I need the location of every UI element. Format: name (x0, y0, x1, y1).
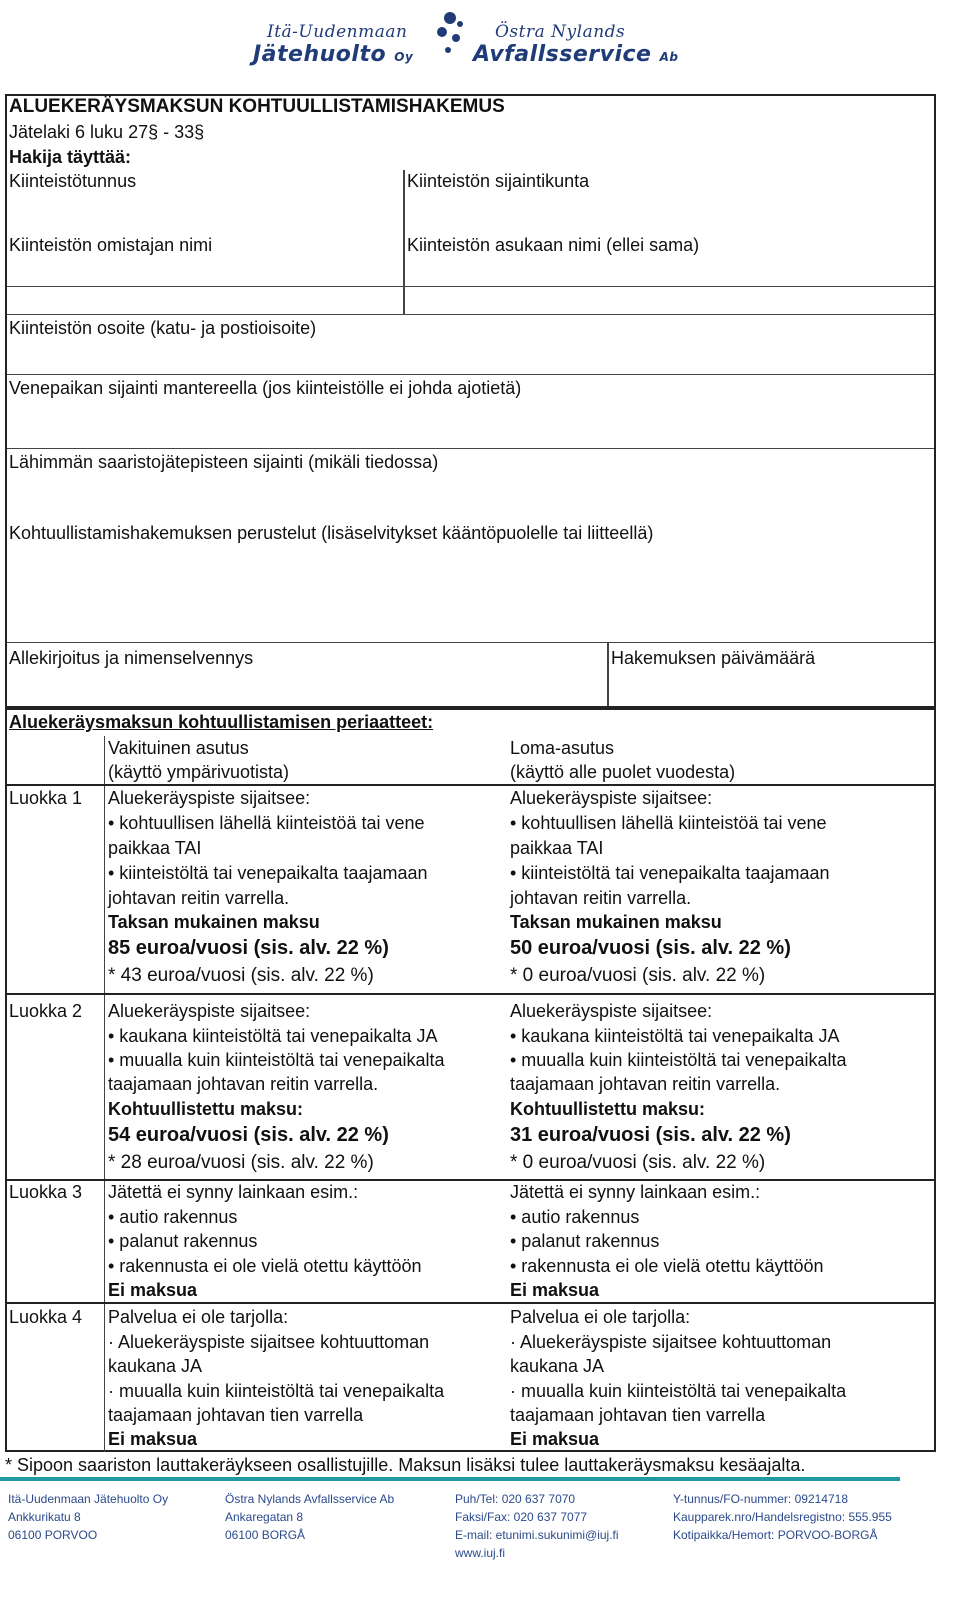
signature-label: Allekirjoitus ja nimenselvennys (9, 648, 254, 668)
date-field[interactable] (609, 642, 934, 706)
class-1-holiday-fee: 50 euroa/vuosi (sis. alv. 22 %) (510, 937, 791, 959)
footer-column-sv (225, 1490, 394, 1544)
footer-line: Y-tunnus/FO-nummer: 09214718 (673, 1492, 848, 1506)
address-label: Kiinteistön osoite (katu- ja postioisoite) (9, 318, 317, 338)
footer-line: 06100 PORVOO (8, 1528, 98, 1542)
class-1-permanent-line: Aluekeräyspiste sijaitsee: (108, 788, 311, 808)
boat-place-field[interactable] (7, 374, 934, 448)
class-4-holiday-line: Palvelua ei ole tarjolla: (510, 1307, 691, 1327)
class-4-holiday-line: · muualla kuin kiinteistöltä tai venepaikalta (510, 1381, 847, 1401)
class-1-permanent-line: • kohtuullisen lähellä kiinteistöä tai vene (108, 813, 425, 833)
class-4-permanent-line: · muualla kuin kiinteistöltä tai venepaikalta (108, 1381, 445, 1401)
class-4-holiday-line: kaukana JA (510, 1356, 605, 1376)
footer-website-link[interactable]: www.iuj.fi (455, 1546, 506, 1560)
nearest-point-field[interactable] (7, 448, 934, 514)
class-4-permanent-line: · Aluekeräyspiste sijaitsee kohtuuttoman (108, 1332, 430, 1352)
class-2-holiday-fee-sipoo: * 0 euroa/vuosi (sis. alv. 22 %) (510, 1152, 766, 1173)
class-2-permanent-fee: 54 euroa/vuosi (sis. alv. 22 %) (108, 1124, 389, 1146)
class-2-holiday-line: taajamaan johtavan reitin varrella. (510, 1074, 781, 1094)
applicant-fills-label: Hakija täyttää: (9, 147, 132, 167)
class-2-label: Luokka 2 (9, 1001, 83, 1021)
footer-line: Kotipaikka/Hemort: PORVOO-BORGÅ (673, 1528, 878, 1542)
class-1-holiday-line: • kiinteistöltä tai venepaikalta taajamaan (510, 863, 830, 883)
footer-line: 06100 BORGÅ (225, 1528, 306, 1542)
class-4-permanent-fee: Ei maksua (108, 1429, 198, 1449)
class-4-label: Luokka 4 (9, 1307, 83, 1327)
class-2-holiday-fee: 31 euroa/vuosi (sis. alv. 22 %) (510, 1124, 791, 1146)
divider (7, 1302, 934, 1304)
class-1-permanent-line: johtavan reitin varrella. (108, 888, 290, 908)
class-1-permanent-line: paikkaa TAI (108, 838, 202, 858)
footer-email[interactable]: E-mail: etunimi.sukunimi@iuj.fi (455, 1528, 619, 1542)
class-3-permanent-line: • palanut rakennus (108, 1231, 258, 1251)
owner-name-field[interactable] (7, 234, 405, 286)
class-3-holiday-line: • autio rakennus (510, 1207, 640, 1227)
class-2-holiday-line: Aluekeräyspiste sijaitsee: (510, 1001, 713, 1021)
class-3-permanent-line: • rakennusta ei ole vielä otettu käyttöön (108, 1256, 422, 1276)
footer-line: Itä-Uudenmaan Jätehuolto Oy (8, 1492, 169, 1506)
application-form (5, 94, 936, 708)
class-2-permanent-line: • muualla kuin kiinteistöltä tai venepaikalta (108, 1050, 445, 1070)
class-3-label: Luokka 3 (9, 1182, 83, 1202)
owner-name-entry[interactable] (7, 286, 405, 314)
resident-name-field[interactable] (405, 234, 934, 286)
footer-line: Kaupparek.nro/Handelsregistno: 555.955 (673, 1510, 892, 1524)
property-id-label: Kiinteistötunnus (9, 171, 137, 191)
municipality-label: Kiinteistön sijaintikunta (407, 171, 590, 191)
footer-line: Puh/Tel: 020 637 7070 (455, 1492, 576, 1506)
class-4-permanent-line: taajamaan johtavan tien varrella (108, 1405, 364, 1425)
class-4-permanent-line: kaukana JA (108, 1356, 203, 1376)
justification-field[interactable] (7, 514, 934, 642)
footer-column-fi (8, 1490, 168, 1544)
bubbles-icon (420, 8, 480, 68)
class-3-holiday-fee: Ei maksua (510, 1280, 600, 1300)
footer-line: Ankkurikatu 8 (8, 1510, 81, 1524)
class-2-permanent-fee-sipoo: * 28 euroa/vuosi (sis. alv. 22 %) (108, 1152, 374, 1173)
class-2-permanent-line: Aluekeräyspiste sijaitsee: (108, 1001, 311, 1021)
class-2-holiday-fee-title: Kohtuullistettu maksu: (510, 1099, 706, 1119)
footer-column-registration (673, 1490, 892, 1544)
date-label: Hakemuksen päivämäärä (611, 648, 816, 668)
class-1-holiday-line: • kohtuullisen lähellä kiinteistöä tai vene (510, 813, 827, 833)
class-2-holiday-line: • muualla kuin kiinteistöltä tai venepaikalta (510, 1050, 847, 1070)
class-1-permanent-fee-sipoo: * 43 euroa/vuosi (sis. alv. 22 %) (108, 965, 374, 986)
class-2-permanent-line: • kaukana kiinteistöltä tai venepaikalta JA (108, 1026, 438, 1046)
logo-sv-name: Avfallsservice Ab (473, 42, 679, 67)
class-3-holiday-line: • rakennusta ei ole vielä otettu käyttöön (510, 1256, 824, 1276)
signature-field[interactable] (7, 642, 609, 706)
footer-rule (0, 1477, 900, 1481)
class-1-holiday-line: johtavan reitin varrella. (510, 888, 692, 908)
class-4-holiday-line: · Aluekeräyspiste sijaitsee kohtuuttoman (510, 1332, 832, 1352)
law-reference: Jätelaki 6 luku 27§ - 33§ (9, 122, 205, 142)
class-4-permanent-line: Palvelua ei ole tarjolla: (108, 1307, 289, 1327)
nearest-point-label: Lähimmän saaristojätepisteen sijainti (mikäli tiedossa) (9, 452, 439, 472)
logo-fi-name: Jätehuolto Oy (253, 42, 414, 67)
logo-fi-script: Itä-Uudenmaan (267, 22, 408, 42)
class-1-holiday-line: paikkaa TAI (510, 838, 604, 858)
footer-line: Faksi/Fax: 020 637 7077 (455, 1510, 588, 1524)
class-1-permanent-line: • kiinteistöltä tai venepaikalta taajamaan (108, 863, 428, 883)
footer-line: Östra Nylands Avfallsservice Ab (225, 1492, 395, 1506)
resident-name-entry[interactable] (405, 286, 934, 314)
boat-place-label: Venepaikan sijainti mantereella (jos kiinteistölle ei johda ajotietä) (9, 378, 522, 398)
class-2-permanent-line: taajamaan johtavan reitin varrella. (108, 1074, 379, 1094)
class-2-permanent-fee-title: Kohtuullistettu maksu: (108, 1099, 304, 1119)
company-logo (245, 6, 715, 84)
permanent-subheader: (käyttö ympärivuotista) (108, 762, 290, 782)
owner-name-label: Kiinteistön omistajan nimi (9, 235, 213, 255)
property-id-field[interactable] (7, 170, 405, 234)
class-3-permanent-line: • autio rakennus (108, 1207, 238, 1227)
class-1-holiday-fee-sipoo: * 0 euroa/vuosi (sis. alv. 22 %) (510, 965, 766, 986)
permanent-header: Vakituinen asutus (108, 738, 249, 758)
footnote: * Sipoon saariston lauttakeräykseen osallistujille. Maksun lisäksi tulee lauttakeräysmaksu kesäajalta. (5, 1455, 806, 1475)
principles-title: Aluekeräysmaksun kohtuullistamisen periaatteet: (9, 712, 434, 732)
class-1-holiday-line: Aluekeräyspiste sijaitsee: (510, 788, 713, 808)
municipality-field[interactable] (405, 170, 934, 234)
holiday-subheader: (käyttö alle puolet vuodesta) (510, 762, 736, 782)
divider (104, 736, 105, 1452)
class-3-permanent-line: Jätettä ei synny lainkaan esim.: (108, 1182, 359, 1202)
class-3-permanent-fee: Ei maksua (108, 1280, 198, 1300)
justification-label: Kohtuullistamishakemuksen perustelut (lisäselvitykset kääntöpuolelle tai liitteellä) (9, 523, 654, 543)
class-4-holiday-line: taajamaan johtavan tien varrella (510, 1405, 766, 1425)
class-1-holiday-fee-title: Taksan mukainen maksu (510, 912, 722, 932)
class-1-permanent-fee-title: Taksan mukainen maksu (108, 912, 320, 932)
class-3-holiday-line: • palanut rakennus (510, 1231, 660, 1251)
class-3-holiday-line: Jätettä ei synny lainkaan esim.: (510, 1182, 761, 1202)
form-title: ALUEKERÄYSMAKSUN KOHTUULLISTAMISHAKEMUS (9, 96, 505, 117)
resident-name-label: Kiinteistön asukaan nimi (ellei sama) (407, 235, 700, 255)
class-1-permanent-fee: 85 euroa/vuosi (sis. alv. 22 %) (108, 937, 389, 959)
class-4-holiday-fee: Ei maksua (510, 1429, 600, 1449)
footer-line: Ankaregatan 8 (225, 1510, 304, 1524)
divider (7, 993, 934, 995)
class-2-holiday-line: • kaukana kiinteistöltä tai venepaikalta JA (510, 1026, 840, 1046)
class-1-label: Luokka 1 (9, 788, 83, 808)
address-field[interactable] (7, 314, 934, 374)
principles-table (5, 708, 936, 1452)
holiday-header: Loma-asutus (510, 738, 615, 758)
footer-column-contact (455, 1490, 619, 1562)
logo-sv-script: Östra Nylands (495, 22, 626, 42)
